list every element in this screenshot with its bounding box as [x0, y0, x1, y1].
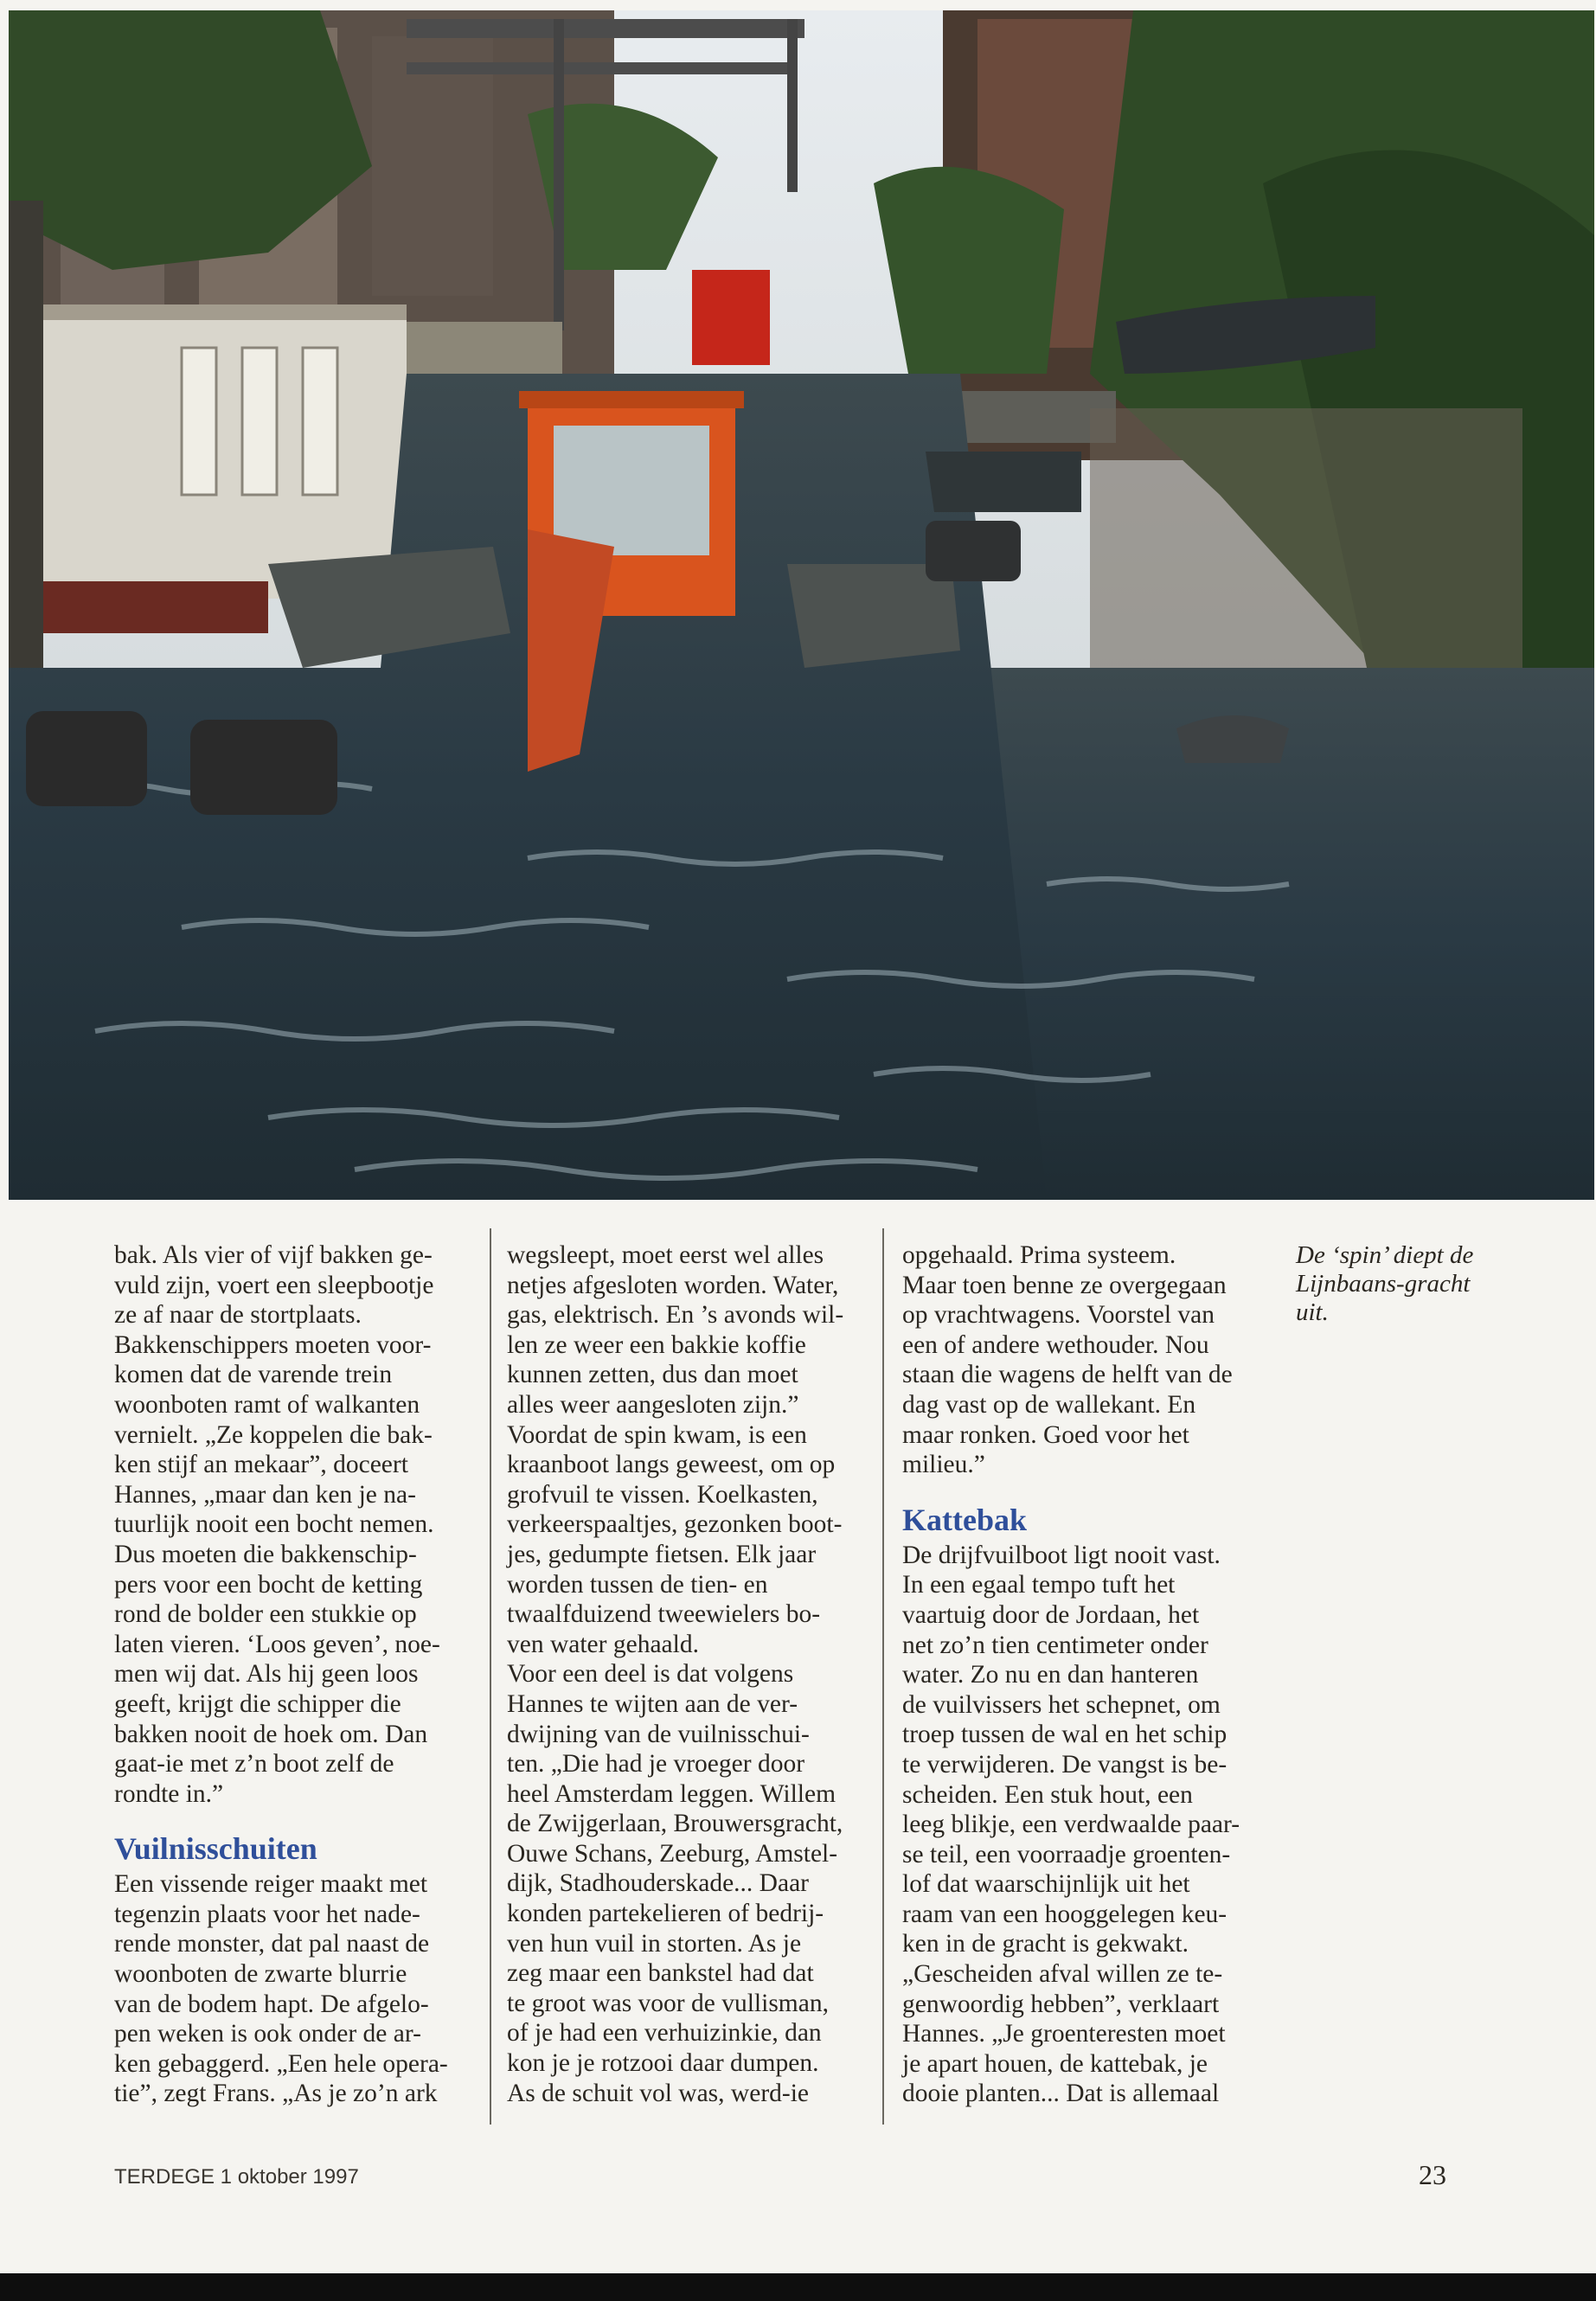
column-1 [114, 1240, 476, 2109]
publication-footer: TERDEGE 1 oktober 1997 [114, 2165, 359, 2189]
page-number: 23 [1419, 2159, 1446, 2190]
column-2 [507, 1240, 874, 2108]
canal-dredging-photo-icon [9, 10, 1594, 1200]
column-3-paragraph-2: De drijfvuilboot ligt nooit vast. In een egaal tempo tuft het vaartuig door de Jordaan, het net zo’n tien centimeter onder water. Zo nu en dan hanteren de vuilvissers het schepnet, om troep tussen de wal en het schip te verwijderen. De vangst is be- scheiden. Een stuk hout, een leeg blikje, een verdwaalde paar- se teil, een voorraadje groenten- lof dat waarschijnlijk uit het raam van een hooggelegen keu- ken in de gracht is gekwakt. „Gescheiden afval willen ze te- genwoordig hebben”, verklaart Hannes. „Je groenteresten moet je apart houen, de kattebak, je dooie planten... Dat is allemaal [902, 1541, 1240, 2108]
scan-bottom-border [0, 2273, 1596, 2301]
column-divider-2 [882, 1228, 884, 2125]
subheading-kattebak: Kattebak [902, 1502, 1027, 1537]
column-3 [902, 1240, 1269, 2109]
canal-photo [9, 10, 1594, 1200]
subheading-vuilnisschuiten: Vuilnisschuiten [114, 1831, 317, 1867]
photo-caption: De ‘spin’ diept de Lijnbaans-gracht uit. [1296, 1241, 1474, 1326]
column-1-paragraph-2: Een vissende reiger maakt met tegenzin plaats voor het nade- rende monster, dat pal naast de woonboten de zwarte blurrie van de bodem hapt. De afgelo- pen weken is ook onder de ar- ken gebaggerd. „Een hele opera- tie”, zegt Frans. „As je zo’n ark [114, 1870, 448, 2108]
column-divider-1 [490, 1228, 491, 2125]
column-1-paragraph-1: bak. Als vier of vijf bakken ge- vuld zijn, voert een sleepbootje ze af naar de stortplaats. Bakkenschippers moeten voor- komen dat de varende trein woonboten ramt of walkanten vernielt. „Ze koppelen die bak- ken stijf an mekaar”, doceert Hannes, „maar dan ken je na- tuurlijk nooit een bocht nemen. Dus moeten die bakkenschip- pers voor een bocht de ketting rond de bolder een stukkie op laten vieren. ‘Loos geven’, noe- men wij dat. Als hij geen loos geeft, krijgt die schipper die bakken nooit de hoek om. Dan gaat-ie met z’n boot zelf de rondte in.” [114, 1241, 440, 1808]
column-3-paragraph-1: opgehaald. Prima systeem. Maar toen benne ze overgegaan op vrachtwagens. Voorstel van een of andere wethouder. Nou staan die wagens de helft van de dag vast op de wallekant. En maar ronken. Goed voor het milieu.” [902, 1241, 1233, 1479]
column-2-paragraph-1: wegsleept, moet eerst wel alles netjes afgesloten worden. Water, gas, elektrisch. En ’s avonds wil- len ze weer een bakkie koffie kunnen zetten, dus dan moet alles weer aangesloten zijn.” Voordat de spin kwam, is een kraanboot langs geweest, om op grofvuil te vissen. Koelkasten, verkeerspaaltjes, gezonken boot- jes, gedumpte fietsen. Elk jaar worden tussen de tien- en twaalfduizend tweewielers bo- ven water gehaald. Voor een deel is dat volgens Hannes te wijten aan de ver- dwijning van de vuilnisschui- ten. „Die had je vroeger door heel Amsterdam leggen. Willem de Zwijgerlaan, Brouwersgracht, Ouwe Schans, Zeeburg, Amstel- dijk, Stadhouderskade... Daar konden partekelieren of bedrij- ven hun vuil in storten. As je zeg maar een bankstel had dat te groot was voor de vullisman, of je had een verhuizinkie, dan kon je je rotzooi daar dumpen. As de schuit vol was, werd-ie [507, 1241, 844, 2107]
